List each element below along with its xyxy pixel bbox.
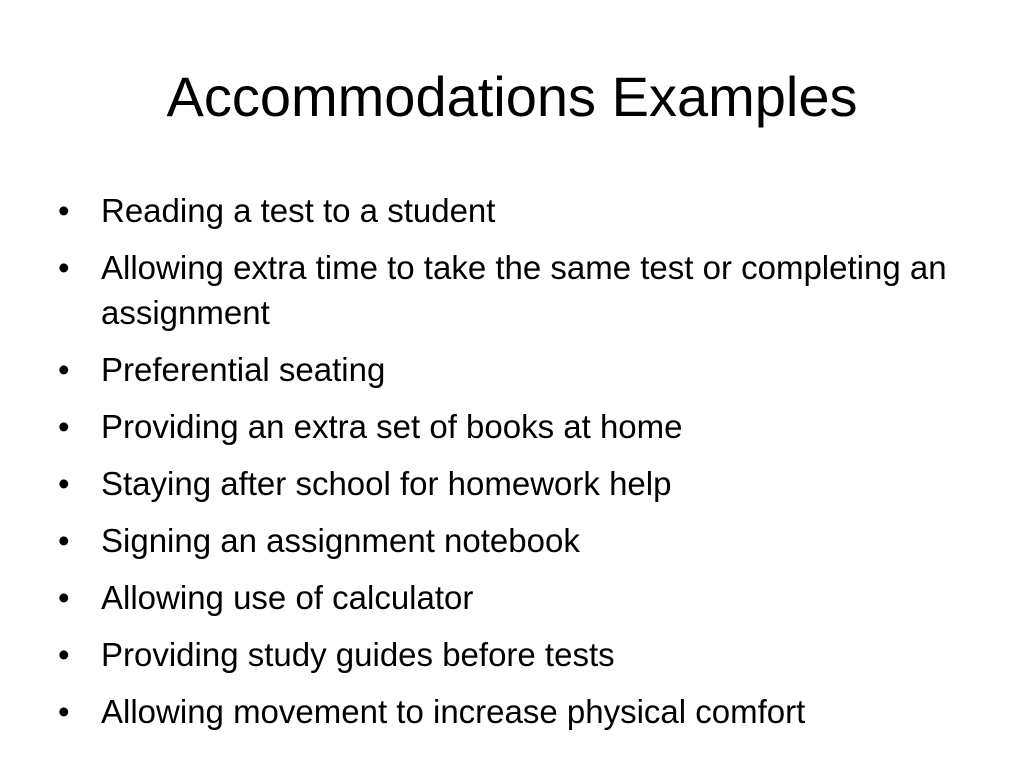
list-item-text: Allowing extra time to take the same test or completing an assignment — [101, 249, 947, 331]
list-item — [58, 188, 978, 233]
list-item-text: Staying after school for homework help — [101, 465, 672, 502]
list-item — [58, 689, 978, 734]
list-item — [58, 347, 978, 392]
list-item — [58, 632, 978, 677]
bullet-icon: • — [58, 579, 70, 616]
list-item-text: Signing an assignment notebook — [101, 522, 580, 559]
bullet-icon: • — [58, 408, 70, 445]
list-item-text: Providing study guides before tests — [101, 636, 615, 673]
list-item-text: Allowing movement to increase physical comfort — [101, 693, 806, 730]
list-item-text: Providing an extra set of books at home — [101, 408, 683, 445]
list-item-text: Allowing use of calculator — [101, 579, 474, 616]
bullet-icon: • — [58, 636, 70, 673]
slide-title: Accommodations Examples — [166, 65, 858, 128]
bullet-icon: • — [58, 522, 70, 559]
list-item-text: Preferential seating — [101, 351, 386, 388]
bullet-icon: • — [58, 192, 70, 229]
list-item-text: Reading a test to a student — [101, 192, 496, 229]
list-item — [58, 518, 978, 563]
bullet-icon: • — [58, 249, 70, 286]
bullet-icon: • — [58, 693, 70, 730]
list-item — [58, 575, 978, 620]
list-item — [58, 461, 978, 506]
list-item — [58, 245, 978, 335]
list-item — [58, 404, 978, 449]
bullet-icon: • — [58, 465, 70, 502]
bullet-icon: • — [58, 351, 70, 388]
bullet-list — [58, 188, 978, 746]
